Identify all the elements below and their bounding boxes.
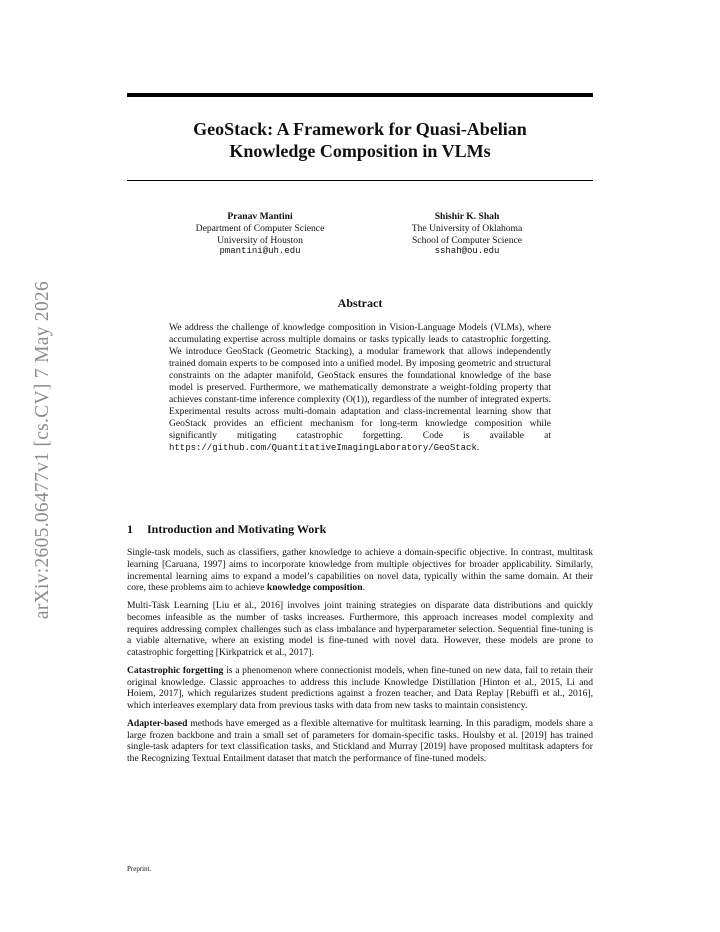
abstract-heading: Abstract bbox=[337, 296, 383, 310]
section-heading bbox=[127, 522, 593, 537]
title-line-1: GeoStack: A Framework for Quasi-Abelian bbox=[193, 119, 527, 139]
abstract-text: We address the challenge of knowledge composition in Vision-Language Models (VLMs), where accumulating expertise across multiple domains or tasks typically leads to catastrophic forgetting. We introduce GeoStack (Geometric Stacking), a modular framework that allows independently trained domain experts to be composed into a unified model. By imposing geometric and structural constraints on the adapter manifold, GeoStack ensures the foundational knowledge of the base model is preserved. Furthermore, we mathematically demonstrate a weight-folding property that achieves constant-time inference complexity (O(1)), regardless of the number of integrated experts. Experimental results across multi-domain adaptation and class-incremental learning show that GeoStack provides an efficient mechanism for long-term knowledge composition while significantly mitigating catastrophic forgetting. Code is available at bbox=[169, 322, 551, 442]
author-block bbox=[127, 211, 593, 271]
abstract-end: . bbox=[476, 442, 480, 454]
author-department: Department of Computer Science bbox=[195, 222, 325, 234]
author-1 bbox=[160, 211, 360, 258]
arxiv-identifier-stamp: arXiv:2605.06477v1 [cs.CV] 7 May 2026 bbox=[32, 280, 53, 620]
author-department: The University of Oklahoma bbox=[411, 222, 523, 234]
bold-term: Adapter-based bbox=[127, 717, 188, 729]
preprint-footer: Preprint. bbox=[127, 865, 152, 873]
abstract-body bbox=[169, 322, 551, 455]
author-2 bbox=[367, 211, 567, 258]
author-name: Pranav Mantini bbox=[227, 211, 293, 222]
paragraph-3 bbox=[127, 665, 593, 712]
paragraph-text: is a phenomenon where connectionist models, when fine-tuned on new data, fail to retain their original knowledge. Classic approaches to address this include Knowledge Distillation [Hinton et al., 2015, Li and Hoiem, 2017], which regularizes student predictions against a frozen teacher, and Data Replay [Rebuffi et al., 2016], which interleaves exemplary data from previous tasks with data from new tasks to maintain consistency. bbox=[127, 664, 593, 711]
section-number: 1 bbox=[127, 522, 133, 536]
paragraph-2 bbox=[127, 600, 593, 659]
paragraph-end: . bbox=[362, 582, 365, 594]
bold-term: Catastrophic forgetting bbox=[127, 664, 224, 676]
author-institution: University of Houston bbox=[217, 234, 303, 246]
title-top-rule bbox=[127, 93, 593, 97]
paper-title bbox=[127, 118, 593, 162]
code-url-link[interactable]: https://github.com/QuantitativeImagingLaboratory/GeoStack bbox=[169, 443, 477, 454]
section-title: Introduction and Motivating Work bbox=[147, 522, 327, 536]
paragraph-1 bbox=[127, 547, 593, 594]
section-body bbox=[127, 547, 593, 771]
bold-term: knowledge composition bbox=[266, 582, 363, 594]
author-name: Shishir K. Shah bbox=[434, 211, 500, 222]
author-email[interactable]: sshah@ou.edu bbox=[434, 246, 500, 257]
paragraph-text: Single-task models, such as classifiers, gather knowledge to achieve a domain-specific objective. In contrast, multitask learning [Caruana, 1997] aims to incorporate knowledge from multiple objectives for broader applicability. Similarly, incremental learning aims to expand a model’s capabilities on novel data, typically within the same domain. At their core, these problems aim to achieve bbox=[127, 547, 593, 594]
author-institution: School of Computer Science bbox=[411, 234, 523, 246]
paragraph-text: methods have emerged as a flexible alternative for multitask learning. In this paradigm, models share a large frozen backbone and train a small set of parameters for domain-specific tasks. Houlsby et al. [2019] has trained single-task adapters for text classification tasks, and Stickland and Murray [2019] have proposed multitask adapters for the Recognizing Textual Entailment dataset that match the performance of fine-tuned models. bbox=[127, 717, 593, 764]
paragraph-4 bbox=[127, 718, 593, 765]
author-email[interactable]: pmantini@uh.edu bbox=[219, 246, 301, 257]
paragraph-text: Multi-Task Learning [Liu et al., 2016] involves joint training strategies on disparate data distributions and quickly becomes infeasible as the number of tasks increases. Furthermore, this approach increases model complexity and requires addressing complex challenges such as class imbalance and hyperparameter selection. Sequential fine-tuning is a viable alternative, where an existing model is fine-tuned with novel data. However, these models are prone to catastrophic forgetting [Kirkpatrick et al., 2017]. bbox=[127, 600, 593, 658]
title-bottom-rule bbox=[127, 180, 593, 181]
title-line-2: Knowledge Composition in VLMs bbox=[229, 141, 491, 161]
